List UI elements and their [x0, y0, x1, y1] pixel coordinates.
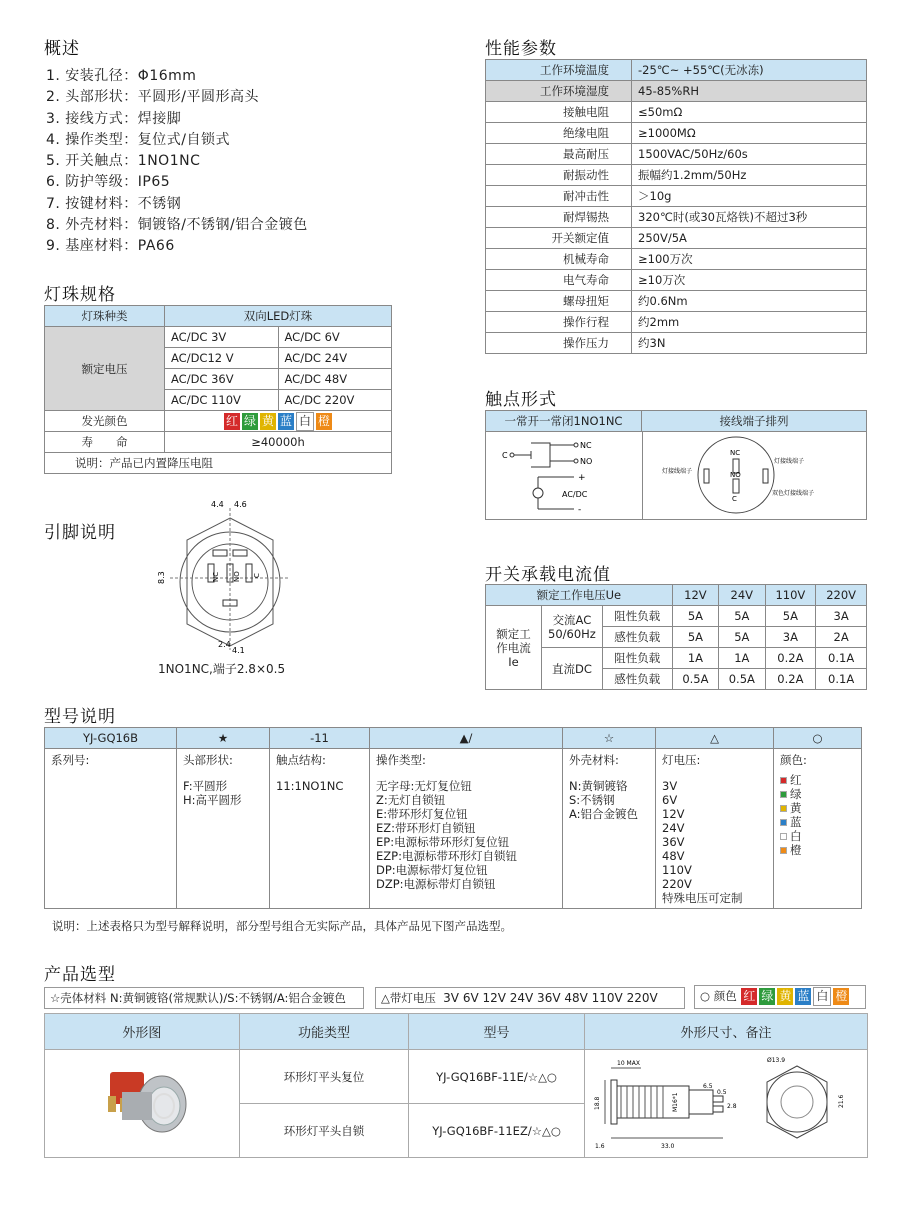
model-cell: YJ-GQ16BF-11E/☆△○ — [409, 1050, 585, 1104]
color-label2: 颜色: — [780, 753, 807, 767]
perf-key: 绝缘电阻 — [486, 123, 632, 144]
model-title: 型号说明 — [44, 707, 116, 727]
life-value: ≥40000h — [165, 432, 392, 453]
perf-row — [486, 207, 867, 228]
col-head: 型号 — [409, 1014, 585, 1050]
contact-box — [485, 410, 867, 520]
contact-h1: 一常开一常闭1NO1NC — [486, 411, 642, 432]
color-name: 蓝 — [790, 815, 802, 829]
model-option: 3V — [662, 779, 678, 793]
color-chip: 橙 — [318, 413, 331, 428]
dim-i: Ø13.9 — [767, 1057, 786, 1064]
product-table — [44, 1013, 868, 1158]
list-item: 6. 防护等级：IP65 — [46, 174, 171, 191]
load-type: 感性负载 — [602, 669, 672, 690]
selection-title: 产品选型 — [44, 965, 116, 985]
dim-svg — [591, 1052, 861, 1152]
dim-83: 8.3 — [157, 571, 166, 584]
term-nc: NC — [730, 449, 741, 457]
contact-title: 触点形式 — [485, 390, 557, 410]
model-option: 无字母:无灯复位钮 — [376, 779, 472, 793]
perf-value: 约0.6Nm — [632, 291, 867, 312]
current-cell: 5A — [765, 606, 816, 627]
model-option: EZ:带环形灯自锁钮 — [376, 821, 476, 835]
contact-label: 触点结构: — [276, 753, 326, 767]
model-option: EZP:电源标带环形灯自锁钮 — [376, 849, 517, 863]
color-chip: 黄 — [779, 989, 792, 1003]
model-option: 12V — [662, 807, 685, 821]
color-chip: 蓝 — [280, 413, 293, 428]
perf-key: 最高耐压 — [486, 144, 632, 165]
model-option: 6V — [662, 793, 678, 807]
perf-value: 约2mm — [632, 312, 867, 333]
lamp-select-label: △带灯电压 — [381, 991, 436, 1005]
current-cell: 5A — [672, 606, 718, 627]
color-option — [780, 801, 855, 815]
color-name: 红 — [790, 773, 802, 787]
model-head: ○ — [774, 728, 862, 749]
perf-value: 1500VAC/50Hz/60s — [632, 144, 867, 165]
color-option — [780, 773, 855, 787]
list-item: 9. 基座材料：PA66 — [46, 238, 175, 255]
current-cell: 0.2A — [765, 648, 816, 669]
perf-row — [486, 249, 867, 270]
perf-key: 螺母扭矩 — [486, 291, 632, 312]
life-label: 寿 命 — [45, 432, 165, 453]
current-cell: 5A — [719, 627, 765, 648]
color-chip: 白 — [813, 987, 831, 1006]
perf-key: 操作行程 — [486, 312, 632, 333]
model-option: DP:电源标带灯复位钮 — [376, 863, 488, 877]
color-chip: 蓝 — [797, 989, 810, 1003]
model-option: E:带环形灯复位钮 — [376, 807, 468, 821]
perf-row — [486, 186, 867, 207]
perf-title: 性能参数 — [485, 39, 557, 59]
head-f: F:平圆形 — [183, 779, 228, 793]
color-chip: 绿 — [761, 989, 774, 1003]
color-chip: 绿 — [243, 413, 256, 428]
dc-label: 直流DC — [542, 648, 603, 690]
color-name: 橙 — [790, 843, 802, 857]
voltage-cell: AC/DC12 V — [165, 348, 279, 369]
led-h1: 灯珠种类 — [45, 306, 165, 327]
model-option: S:不锈钢 — [569, 793, 615, 807]
dim-a: 10 MAX — [617, 1060, 640, 1067]
current-cell: 0.5A — [672, 669, 718, 690]
col-head: 外形图 — [45, 1014, 240, 1050]
ie-label: 额定工作电流Ie — [486, 606, 542, 690]
perf-row — [486, 312, 867, 333]
lamp-select — [375, 987, 685, 1009]
color-option — [780, 787, 855, 801]
product-photo — [45, 1050, 240, 1158]
color-name: 白 — [790, 829, 802, 843]
lampv-label: 灯电压: — [662, 753, 701, 767]
func-cell: 环形灯平头自锁 — [239, 1104, 408, 1158]
color-chip: 红 — [743, 989, 756, 1003]
current-cell: 2A — [816, 627, 867, 648]
color-option — [780, 815, 855, 829]
model-note: 说明：上述表格只为型号解释说明，部分型号组合无实际产品，具体产品见下图产品选型。 — [52, 919, 512, 933]
list-item: 5. 开关触点：1NO1NC — [46, 153, 201, 170]
model-head: ☆ — [563, 728, 656, 749]
perf-row — [486, 228, 867, 249]
voltage-cell: AC/DC 3V — [165, 327, 279, 348]
perf-row — [486, 291, 867, 312]
voltage-cell: AC/DC 6V — [278, 327, 392, 348]
dim-46: 4.6 — [234, 500, 247, 509]
model-option: 110V — [662, 863, 692, 877]
lamp-select-opts: 3V 6V 12V 24V 36V 48V 110V 220V — [443, 991, 658, 1005]
op-label: 操作类型: — [376, 753, 426, 767]
perf-row — [486, 144, 867, 165]
perf-key: 电气寿命 — [486, 270, 632, 291]
perf-value: ≤50mΩ — [632, 102, 867, 123]
color-chip: 橙 — [835, 989, 848, 1003]
led-title: 灯珠规格 — [44, 285, 116, 305]
contact-h2: 接线端子排列 — [642, 411, 866, 432]
func-cell: 环形灯平头复位 — [239, 1050, 408, 1104]
current-cell: 5A — [719, 606, 765, 627]
list-item: 4. 操作类型：复位式/自锁式 — [46, 131, 231, 148]
nc-label: NC — [580, 441, 592, 450]
model-option: Z:无灯自锁钮 — [376, 793, 446, 807]
model-cell: YJ-GQ16BF-11EZ/☆△○ — [409, 1104, 585, 1158]
perf-value: 约3N — [632, 333, 867, 354]
model-option: 220V — [662, 877, 692, 891]
list-item: 7. 按键材料：不锈钢 — [46, 195, 182, 212]
head-h: H:高平圆形 — [183, 793, 242, 807]
perf-value: 320℃时(或30瓦烙铁)不超过3秒 — [632, 207, 867, 228]
lamp-term-2: 灯接线端子 — [774, 458, 805, 465]
shell-select-opts: N:黄铜镀铬(常规默认)/S:不锈钢/A:铝合金镀色 — [109, 991, 346, 1005]
model-option: EP:电源标带环形灯复位钮 — [376, 835, 510, 849]
model-option: 48V — [662, 849, 685, 863]
perf-key: 耐振动性 — [486, 165, 632, 186]
color-option — [780, 829, 855, 843]
model-head: -11 — [270, 728, 370, 749]
voltage-cell: AC/DC 48V — [278, 369, 392, 390]
rated-label: 额定电压 — [45, 327, 165, 411]
color-chip: 白 — [296, 412, 314, 431]
dim-g: 1.6 — [595, 1143, 605, 1150]
dim-j: 21.6 — [838, 1094, 845, 1108]
ac-label: 交流AC 50/60Hz — [542, 606, 603, 648]
color-chips — [165, 411, 392, 432]
color-select — [694, 985, 866, 1009]
perf-key: 开关额定值 — [486, 228, 632, 249]
head-label: 头部形状: — [183, 753, 233, 767]
model-head: ▲/ — [370, 728, 563, 749]
dim-41: 4.1 — [232, 646, 245, 655]
perf-value: 45-85%RH — [632, 81, 867, 102]
no-label: NO — [580, 457, 593, 466]
perf-value: 250V/5A — [632, 228, 867, 249]
voltage-cell: AC/DC 24V — [278, 348, 392, 369]
perf-table — [485, 59, 867, 354]
color-label: 发光颜色 — [45, 411, 165, 432]
color-name: 黄 — [790, 801, 802, 815]
perf-row — [486, 123, 867, 144]
term-c: C — [732, 495, 737, 503]
perf-key: 机械寿命 — [486, 249, 632, 270]
perf-value: ＞10g — [632, 186, 867, 207]
ue-label: 额定工作电压Ue — [486, 585, 673, 606]
model-option: DZP:电源标带灯自锁钮 — [376, 877, 496, 891]
model-option: N:黄铜镀铬 — [569, 779, 628, 793]
current-cell: 5A — [672, 627, 718, 648]
pin-nc: NC — [212, 571, 220, 582]
dim-44: 4.4 — [211, 500, 224, 509]
color-swatch — [780, 847, 787, 854]
current-cell: 1A — [719, 648, 765, 669]
perf-key: 操作压力 — [486, 333, 632, 354]
pin-no: NO — [233, 571, 241, 582]
color-swatch — [780, 791, 787, 798]
model-option: 24V — [662, 821, 685, 835]
pin-c: C — [253, 573, 261, 578]
lamp-term-3: 双色灯接线端子 — [772, 490, 815, 497]
model-option: 36V — [662, 835, 685, 849]
color-swatch — [780, 777, 787, 784]
model-option: A:铝合金镀色 — [569, 807, 639, 821]
perf-key: 耐冲击性 — [486, 186, 632, 207]
load-type: 阻性负载 — [602, 606, 672, 627]
volt-head: 110V — [765, 585, 816, 606]
perf-value: 振幅约1.2mm/50Hz — [632, 165, 867, 186]
perf-value: ≥1000MΩ — [632, 123, 867, 144]
term-no: NO — [730, 471, 741, 479]
perf-row — [486, 165, 867, 186]
color-swatch — [780, 805, 787, 812]
current-cell: 0.1A — [816, 669, 867, 690]
perf-value: ≥100万次 — [632, 249, 867, 270]
perf-row — [486, 81, 867, 102]
perf-key: 接触电阻 — [486, 102, 632, 123]
shell-label: 外壳材料: — [569, 753, 619, 767]
volt-head: 220V — [816, 585, 867, 606]
color-chip: 黄 — [261, 413, 274, 428]
dim-c: 0.5 — [717, 1089, 727, 1096]
col-head: 功能类型 — [239, 1014, 408, 1050]
contact-value: 11:1NO1NC — [276, 779, 344, 793]
perf-value: ≥10万次 — [632, 270, 867, 291]
dimension-drawing — [585, 1050, 868, 1158]
color-name: 绿 — [790, 787, 802, 801]
dim-b: 6.5 — [703, 1083, 713, 1090]
perf-key: 工作环境湿度 — [486, 81, 632, 102]
model-head: YJ-GQ16B — [45, 728, 177, 749]
pin-diagram — [150, 500, 310, 655]
color-chip: 红 — [225, 413, 238, 428]
pins-caption: 1NO1NC,端子2.8×0.5 — [158, 662, 286, 676]
overview-list — [46, 66, 308, 258]
dim-24: 2.4 — [218, 640, 231, 649]
perf-row — [486, 270, 867, 291]
minus-label: - — [578, 505, 582, 515]
plus-label: + — [578, 473, 586, 483]
shell-select — [44, 987, 364, 1009]
current-cell: 0.1A — [816, 648, 867, 669]
model-option: 特殊电压可定制 — [662, 891, 743, 905]
perf-row — [486, 333, 867, 354]
perf-key: 工作环境温度 — [486, 60, 632, 81]
dim-h: 33.0 — [661, 1143, 675, 1150]
model-table — [44, 727, 862, 909]
color-swatch — [780, 833, 787, 840]
list-item: 1. 安装孔径：Φ16mm — [46, 68, 197, 84]
voltage-cell: AC/DC 36V — [165, 369, 279, 390]
current-table — [485, 584, 867, 690]
series-label: 系列号: — [45, 749, 177, 909]
perf-row — [486, 60, 867, 81]
current-cell: 1A — [672, 648, 718, 669]
perf-row — [486, 102, 867, 123]
volt-head: 24V — [719, 585, 765, 606]
overview-title: 概述 — [44, 39, 80, 59]
current-cell: 3A — [765, 627, 816, 648]
voltage-cell: AC/DC 110V — [165, 390, 279, 411]
model-head: ★ — [177, 728, 270, 749]
dim-e: 18.8 — [594, 1096, 601, 1110]
current-cell: 0.5A — [719, 669, 765, 690]
current-cell: 3A — [816, 606, 867, 627]
list-item: 8. 外壳材料：铜镀铬/不锈钢/铝合金镀色 — [46, 217, 308, 234]
pins-title: 引脚说明 — [44, 523, 116, 543]
dim-f: M16*1 — [672, 1092, 679, 1112]
switch-photo — [82, 1052, 202, 1152]
c-label: C — [502, 451, 508, 460]
current-title: 开关承载电流值 — [485, 565, 611, 585]
current-cell: 0.2A — [765, 669, 816, 690]
perf-key: 耐焊锡热 — [486, 207, 632, 228]
led-note: 说明：产品已内置降压电阻 — [45, 453, 392, 474]
list-item: 2. 头部形状：平圆形/平圆形高头 — [46, 89, 260, 106]
led-table — [44, 305, 392, 474]
load-type: 感性负载 — [602, 627, 672, 648]
list-item: 3. 接线方式：焊接脚 — [46, 110, 182, 127]
shell-select-label: ☆壳体材料 — [50, 991, 107, 1005]
acdc-label: AC/DC — [562, 490, 588, 499]
perf-value: -25℃~ +55℃(无冰冻) — [632, 60, 867, 81]
color-select-label: ○ 颜色 — [700, 989, 737, 1003]
color-swatch — [780, 819, 787, 826]
model-head: △ — [656, 728, 774, 749]
led-h2: 双向LED灯珠 — [165, 306, 392, 327]
color-option — [780, 843, 855, 857]
wiring-diagrams — [486, 433, 866, 519]
dim-d: 2.8 — [727, 1103, 737, 1110]
col-head: 外形尺寸、备注 — [585, 1014, 868, 1050]
volt-head: 12V — [672, 585, 718, 606]
voltage-cell: AC/DC 220V — [278, 390, 392, 411]
lamp-term-1: 灯接线端子 — [662, 468, 693, 475]
load-type: 阻性负载 — [602, 648, 672, 669]
